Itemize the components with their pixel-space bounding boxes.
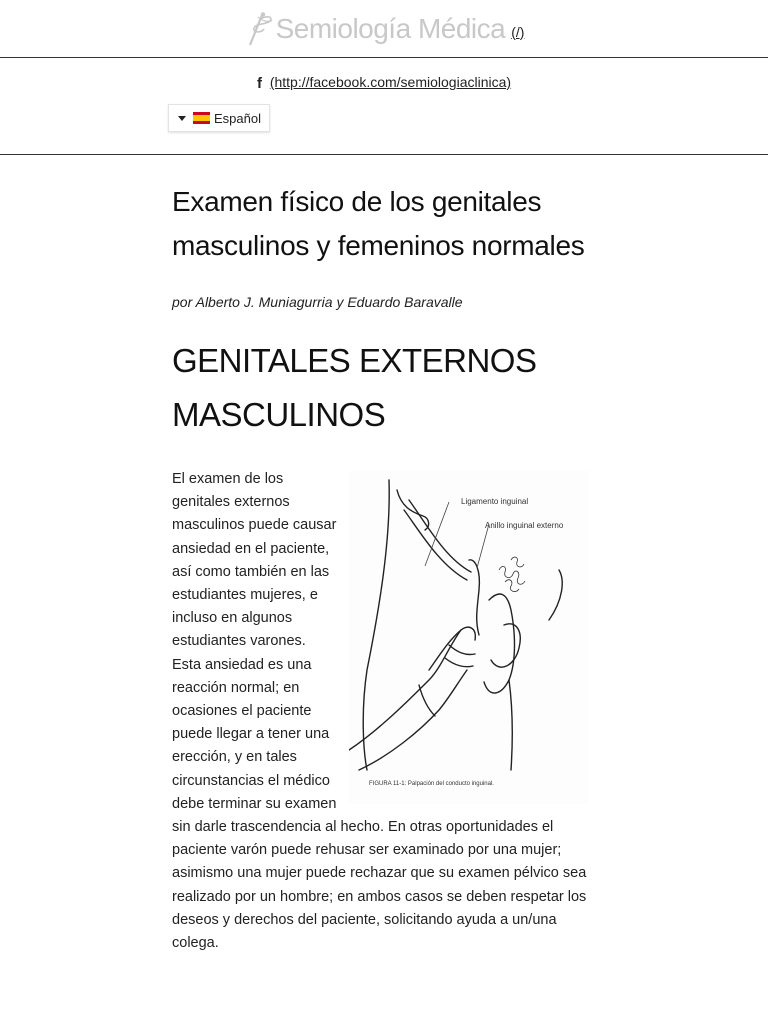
- language-label: Español: [214, 110, 261, 126]
- figure-caption: FIGURA 11-1: Palpación del conducto inguinal.: [369, 780, 494, 787]
- section-heading: GENITALES EXTERNOS MASCULINOS: [172, 342, 537, 433]
- label-ring: Anillo inguinal externo: [485, 521, 564, 530]
- home-link[interactable]: (/): [511, 23, 525, 40]
- caret-down-icon: [178, 116, 186, 121]
- figure-inguinal-palpation: [349, 470, 589, 804]
- site-logo[interactable]: [244, 11, 506, 47]
- article: [172, 180, 592, 955]
- spain-flag-icon: [193, 112, 210, 124]
- article-title: Examen físico de los genitales masculinos y femeninos normales: [172, 186, 585, 261]
- label-ligament: Ligamento inguinal: [461, 497, 529, 506]
- article-paragraph: El examen de los genitales externos masculinos puede causar ansiedad en el paciente, así como también en las estudiantes mujeres, e incluso en algunos estudiantes varones. Esta ansiedad es una reacción normal; en ocasiones el paciente puede llegar a tener una erección, y en tales circunstancias el médico debe terminar su examen sin darle trascendencia al hecho. En otras oportunidades el paciente varón puede rehusar ser examinado por una mujer; asimismo una mujer puede rechazar que su examen pélvico sea realizado por un hombre; en ambos casos se deben respetar los deseos y derechos del paciente, solicitando ayuda a un/una colega.: [172, 471, 587, 952]
- facebook-icon[interactable]: f: [256, 75, 262, 92]
- social-bar: [0, 58, 768, 104]
- caduceus-icon: [244, 11, 274, 47]
- article-byline: por Alberto J. Muniagurria y Eduardo Baravalle: [172, 294, 463, 310]
- language-select[interactable]: [168, 104, 270, 132]
- language-bar: [0, 104, 768, 155]
- article-body: [172, 468, 592, 955]
- facebook-link[interactable]: (http://facebook.com/semiologiaclinica): [269, 74, 512, 90]
- logo-text: Semiología Médica: [275, 12, 506, 44]
- site-header: [0, 0, 768, 58]
